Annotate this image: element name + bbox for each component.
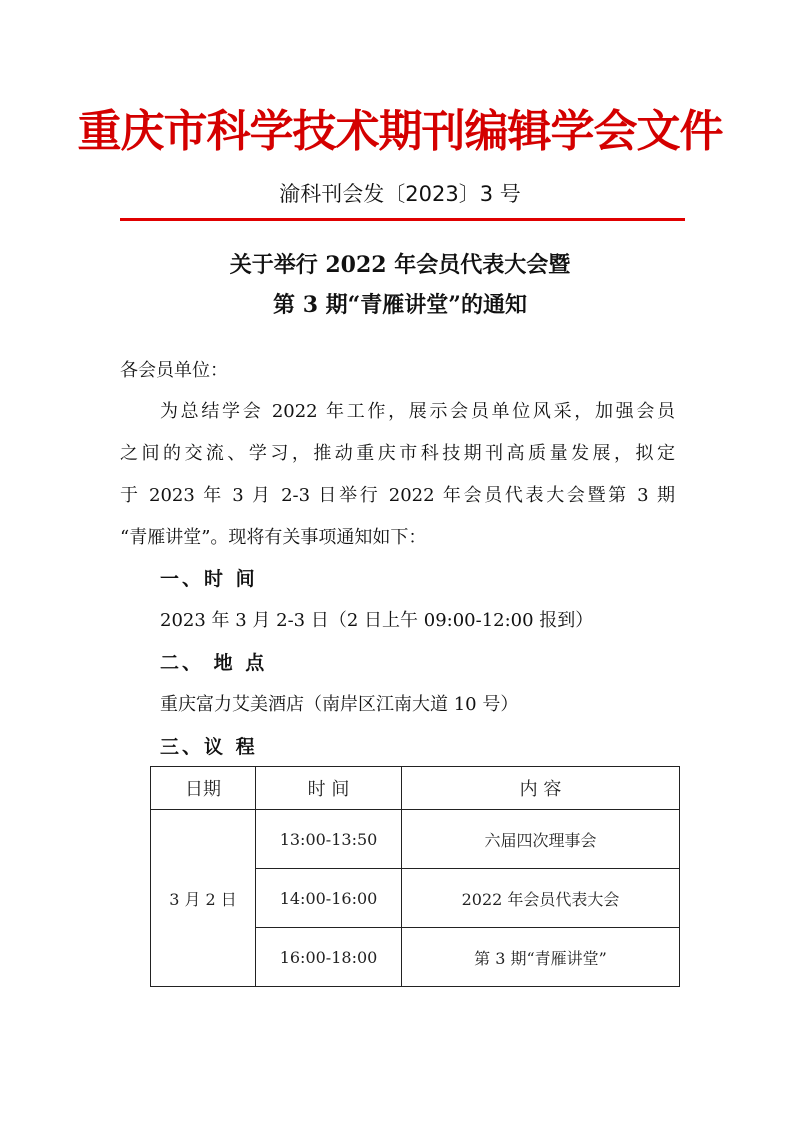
agenda-time: 14:00-16:00 [256,869,402,928]
paragraph-line-4: “青雁讲堂”。现将有关事项通知如下： [120,527,427,548]
salutation: 各会员单位： [120,360,228,381]
agenda-header-row [151,767,680,810]
org-header: 重庆市科学技术期刊编辑学会文件 [77,106,723,157]
header-date: 日期 [151,767,256,810]
agenda-content: 第 3 期“青雁讲堂” [402,928,680,987]
header-content: 内 容 [402,767,680,810]
agenda-time: 16:00-18:00 [256,928,402,987]
agenda-content: 2022 年会员代表大会 [402,869,680,928]
agenda-content: 六届四次理事会 [402,810,680,869]
doc-number: 渝科刊会发〔2023〕3 号 [279,182,521,206]
section-place-text: 重庆富力艾美酒店（南岸区江南大道 10 号） [160,694,519,715]
paragraph-line-1: 为总结学会 2022 年工作，展示会员单位风采，加强会员 [160,401,675,422]
table-row [151,810,680,869]
title-line-2: 第 3 期“青雁讲堂”的通知 [273,292,527,318]
section-time-text: 2023 年 3 月 2-3 日（2 日上午 09:00-12:00 报到） [160,610,594,631]
agenda-time: 13:00-13:50 [256,810,402,869]
red-divider [120,218,685,221]
agenda-date: 3 月 2 日 [151,810,256,987]
section-place-heading: 二、 地 点 [160,652,268,674]
agenda-table [150,766,680,987]
title-line-1: 关于举行 2022 年会员代表大会暨 [229,252,571,278]
header-time: 时 间 [256,767,402,810]
paragraph-line-2: 之间的交流、学习，推动重庆市科技期刊高质量发展，拟定 [120,443,675,464]
section-time-heading: 一、时 间 [160,568,258,590]
section-agenda-heading: 三、议 程 [160,736,258,758]
paragraph-line-3: 于 2023 年 3 月 2-3 日举行 2022 年会员代表大会暨第 3 期 [120,485,675,506]
